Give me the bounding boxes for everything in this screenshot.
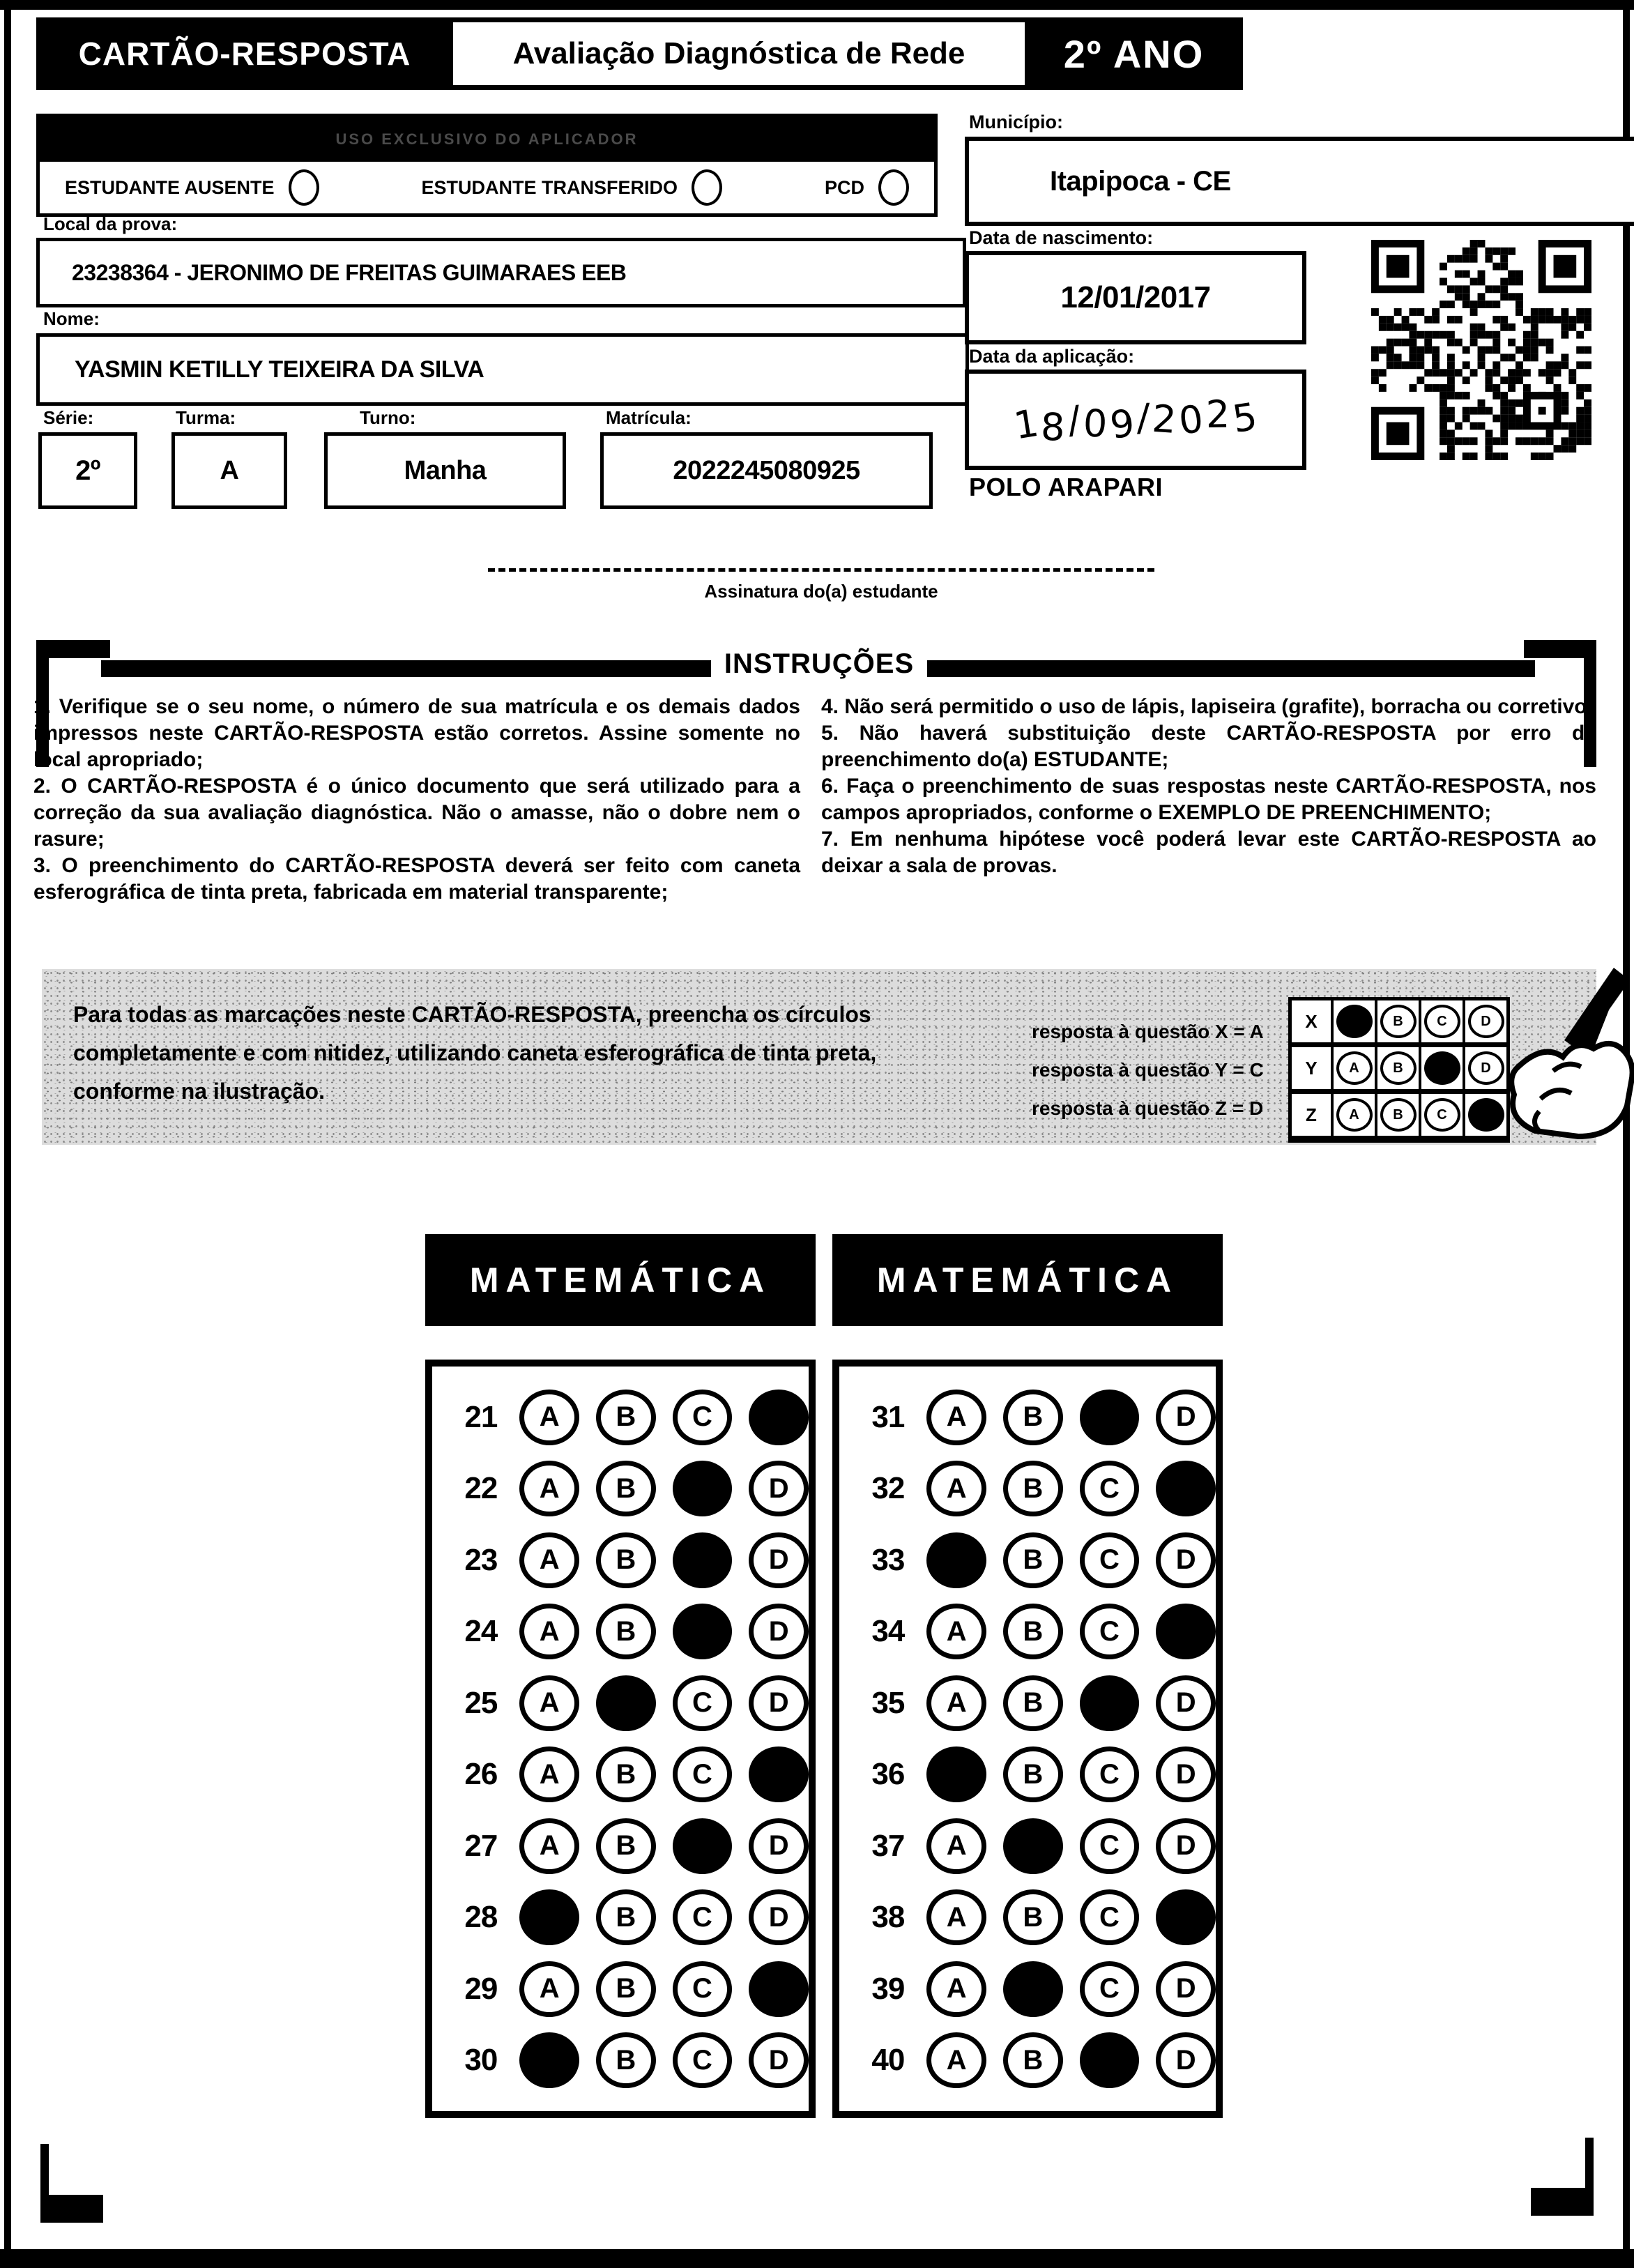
- bubble-letter: B: [1023, 1758, 1044, 1790]
- answer-row: [839, 1532, 1216, 1588]
- bubble-letter: D: [768, 1901, 789, 1933]
- answer-row: [839, 1604, 1216, 1659]
- bubble-30-c[interactable]: [673, 2032, 733, 2088]
- bubble-24-a[interactable]: [519, 1604, 579, 1659]
- question-number: 25: [464, 1685, 498, 1720]
- bubble-letter: B: [616, 1973, 636, 2004]
- municipio-value: Itapipoca - CE: [1050, 165, 1231, 197]
- bubble-26-b[interactable]: [596, 1746, 656, 1802]
- question-number: 34: [871, 1614, 905, 1649]
- question-number: 21: [464, 1399, 498, 1434]
- answer-row: [432, 1818, 809, 1874]
- bubble-letter: D: [1175, 1544, 1196, 1576]
- bubble-letter: B: [1023, 2044, 1044, 2076]
- bubble-letter: C: [692, 1687, 712, 1719]
- bubble-letter: A: [946, 1901, 967, 1933]
- corner-mark-top-right: [1524, 640, 1594, 658]
- example-cell: [1377, 1047, 1421, 1089]
- question-number: 30: [464, 2043, 498, 2078]
- question-number: 24: [464, 1614, 498, 1649]
- bubble-38-c[interactable]: [1080, 1889, 1140, 1945]
- bubble-28-d[interactable]: [749, 1889, 809, 1945]
- bubble-39-a[interactable]: [926, 1961, 986, 2017]
- bubble-35-d[interactable]: [1156, 1675, 1216, 1731]
- answer-row: [839, 1746, 1216, 1802]
- municipio-label: Município:: [969, 112, 1063, 132]
- question-number: 36: [871, 1757, 905, 1792]
- bubble-40-c[interactable]: [1080, 2032, 1140, 2088]
- local-value: 23238364 - JERONIMO DE FREITAS GUIMARAES EEB: [72, 259, 627, 285]
- instructions-title: INSTRUÇÕES: [724, 648, 915, 679]
- example-bubble-c[interactable]: C: [1424, 1005, 1460, 1038]
- bubble-37-a[interactable]: [926, 1818, 986, 1874]
- bubble-29-a[interactable]: [519, 1961, 579, 2017]
- nascimento-label: Data de nascimento:: [969, 227, 1154, 248]
- example-row-label: Z: [1292, 1094, 1334, 1136]
- bubble-letter: D: [768, 1544, 789, 1576]
- question-number: 40: [871, 2043, 905, 2078]
- example-legend-line: resposta à questão Z = D: [1032, 1097, 1264, 1119]
- header: [36, 17, 1243, 90]
- turma-label: Turma:: [176, 407, 236, 428]
- instruction-item: 2. O CARTÃO-RESPOSTA é o único documento que será utilizado para a correção da sua avaliação diagnóstica. Não o amasse, não o dobre nem o rasure;: [33, 775, 800, 851]
- status-item-label: PCD: [824, 176, 864, 198]
- bubble-30-a[interactable]: [519, 2032, 579, 2088]
- instructions-divider-right: [927, 660, 1535, 677]
- bubble-letter: D: [768, 2044, 789, 2076]
- bubble-letter: B: [1023, 1901, 1044, 1933]
- bubble-40-d[interactable]: [1156, 2032, 1216, 2088]
- answer-grid-1: [425, 1360, 816, 2118]
- status-item-label: ESTUDANTE TRANSFERIDO: [421, 176, 678, 198]
- bubble-29-b[interactable]: [596, 1961, 656, 2017]
- aplicacao-box[interactable]: [965, 370, 1306, 470]
- turno-box: [324, 432, 566, 509]
- question-number: 33: [871, 1542, 905, 1577]
- qr-code: [1371, 240, 1591, 460]
- bubble-letter: B: [1023, 1472, 1044, 1504]
- aplicacao-handwritten-value: 1 8 / 0 9 / 2 0 2 5: [1011, 392, 1260, 449]
- question-number: 28: [464, 1900, 498, 1935]
- bubble-letter: B: [1023, 1401, 1044, 1433]
- bubble-21-c[interactable]: [673, 1390, 733, 1445]
- example-bubble-b[interactable]: B: [1380, 1051, 1417, 1085]
- frame-bottom-bar: [0, 2249, 1634, 2268]
- instruction-item: 5. Não haverá substituição deste CARTÃO-RESPOSTA por erro de preenchimento do(a) ESTUDANTE;: [821, 722, 1596, 771]
- example-bubble-a[interactable]: A: [1336, 1098, 1373, 1132]
- bubble-34-a[interactable]: [926, 1604, 986, 1659]
- nascimento-value: 12/01/2017: [1060, 280, 1211, 314]
- bubble-letter: A: [539, 1544, 560, 1576]
- bubble-31-c[interactable]: [1080, 1390, 1140, 1445]
- polo-label: POLO ARAPARI: [969, 473, 1163, 501]
- bubble-37-d[interactable]: [1156, 1818, 1216, 1874]
- bubble-26-a[interactable]: [519, 1746, 579, 1802]
- serie-value: 2º: [75, 455, 100, 486]
- bubble-26-c[interactable]: [673, 1746, 733, 1802]
- bubble-21-d[interactable]: [749, 1390, 809, 1445]
- example-bubble-d[interactable]: D: [1468, 1005, 1504, 1038]
- question-number: 29: [464, 1971, 498, 2006]
- example-bubble-b[interactable]: B: [1380, 1098, 1417, 1132]
- bubble-39-b[interactable]: [1003, 1961, 1063, 2017]
- nome-label: Nome:: [43, 308, 100, 329]
- bubble-letter: D: [768, 1830, 789, 1862]
- bubble-letter: D: [1175, 2044, 1196, 2076]
- bubble-35-c[interactable]: [1080, 1675, 1140, 1731]
- bubble-letter: D: [1175, 1401, 1196, 1433]
- answer-row: [839, 1390, 1216, 1445]
- bubble-27-c[interactable]: [673, 1818, 733, 1874]
- bubble-letter: C: [692, 1901, 712, 1933]
- question-number: 32: [871, 1471, 905, 1506]
- question-number: 23: [464, 1542, 498, 1577]
- bubble-letter: D: [1175, 1973, 1196, 2004]
- bubble-letter: B: [616, 1615, 636, 1647]
- example-band: [42, 969, 1596, 1145]
- page-title: CARTÃO-RESPOSTA: [78, 36, 411, 72]
- bubble-letter: A: [539, 1615, 560, 1647]
- bubble-36-a[interactable]: [926, 1746, 986, 1802]
- answer-row: [432, 1532, 809, 1588]
- nome-box: [36, 333, 969, 406]
- bubble-36-c[interactable]: [1080, 1746, 1140, 1802]
- bubble-32-c[interactable]: [1080, 1461, 1140, 1516]
- bubble-39-c[interactable]: [1080, 1961, 1140, 2017]
- bubble-23-b[interactable]: [596, 1532, 656, 1588]
- status-bubble[interactable]: [692, 169, 722, 206]
- bubble-40-a[interactable]: [926, 2032, 986, 2088]
- aplicacao-label: Data da aplicação:: [969, 346, 1135, 367]
- bubble-letter: A: [539, 1830, 560, 1862]
- turno-value: Manha: [404, 455, 487, 485]
- bubble-letter: A: [539, 1401, 560, 1433]
- example-cell: [1334, 1047, 1377, 1089]
- applicator-box: [36, 114, 938, 217]
- bubble-32-b[interactable]: [1003, 1461, 1063, 1516]
- serie-label: Série:: [43, 407, 94, 428]
- bubble-22-a[interactable]: [519, 1461, 579, 1516]
- corner-mark-bottom-right: [1531, 2188, 1594, 2216]
- bubble-32-a[interactable]: [926, 1461, 986, 1516]
- frame-top-bar: [0, 0, 1634, 10]
- example-row-label: Y: [1292, 1047, 1334, 1089]
- instruction-item: 1. Verifique se o seu nome, o número de sua matrícula e os demais dados impressos neste CARTÃO-RESPOSTA estão corretos. Assine somente no local apropriado;: [33, 695, 800, 771]
- instructions-column-right: [821, 694, 1596, 879]
- bubble-38-a[interactable]: [926, 1889, 986, 1945]
- bubble-30-b[interactable]: [596, 2032, 656, 2088]
- bubble-letter: D: [768, 1615, 789, 1647]
- instruction-item: 4. Não será permitido o uso de lápis, lapiseira (grafite), borracha ou corretivo;: [821, 695, 1594, 718]
- bubble-31-a[interactable]: [926, 1390, 986, 1445]
- bubble-34-b[interactable]: [1003, 1604, 1063, 1659]
- example-cell: [1377, 1000, 1421, 1042]
- bubble-letter: C: [1099, 1472, 1120, 1504]
- status-item: [65, 169, 319, 206]
- bubble-29-c[interactable]: [673, 1961, 733, 2017]
- answer-row: [432, 1746, 809, 1802]
- local-box: [36, 238, 966, 307]
- matricula-box: [600, 432, 933, 509]
- bubble-23-a[interactable]: [519, 1532, 579, 1588]
- answer-row: [432, 1675, 809, 1731]
- example-legend-line: resposta à questão X = A: [1032, 1021, 1264, 1042]
- bubble-31-b[interactable]: [1003, 1390, 1063, 1445]
- matricula-value: 2022245080925: [673, 455, 860, 485]
- nome-value: YASMIN KETILLY TEIXEIRA DA SILVA: [75, 356, 484, 383]
- turno-label: Turno:: [360, 407, 416, 428]
- bubble-letter: C: [1099, 1758, 1120, 1790]
- bubble-40-b[interactable]: [1003, 2032, 1063, 2088]
- bubble-letter: C: [692, 1758, 712, 1790]
- example-bubble-d[interactable]: D: [1468, 1051, 1504, 1085]
- corner-mark-top-left: [40, 640, 110, 658]
- bubble-letter: B: [616, 2044, 636, 2076]
- bubble-letter: C: [1099, 1901, 1120, 1933]
- status-item: [422, 169, 723, 206]
- bubble-letter: A: [946, 1472, 967, 1504]
- bubble-36-b[interactable]: [1003, 1746, 1063, 1802]
- signature-line[interactable]: [488, 568, 1154, 572]
- bubble-25-c[interactable]: [673, 1675, 733, 1731]
- bubble-27-d[interactable]: [749, 1818, 809, 1874]
- bubble-23-c[interactable]: [673, 1532, 733, 1588]
- bubble-letter: A: [946, 1615, 967, 1647]
- bubble-33-b[interactable]: [1003, 1532, 1063, 1588]
- status-bubble[interactable]: [878, 169, 909, 206]
- answer-row: [839, 1961, 1216, 2017]
- question-number: 39: [871, 1971, 905, 2006]
- bubble-21-a[interactable]: [519, 1390, 579, 1445]
- status-bubble[interactable]: [289, 169, 319, 206]
- hand-icon: [1511, 1044, 1632, 1136]
- bubble-letter: D: [768, 1687, 789, 1719]
- bubble-letter: A: [946, 1830, 967, 1862]
- example-bubble-c[interactable]: C: [1424, 1098, 1460, 1132]
- hand-pen-illustration: [1436, 962, 1634, 1150]
- bubble-letter: A: [946, 1687, 967, 1719]
- bubble-34-d[interactable]: [1156, 1604, 1216, 1659]
- bubble-letter: A: [539, 1472, 560, 1504]
- bubble-letter: B: [616, 1472, 636, 1504]
- bubble-letter: C: [1099, 1830, 1120, 1862]
- bubble-letter: C: [692, 1973, 712, 2004]
- example-legend-line: resposta à questão Y = C: [1032, 1059, 1264, 1081]
- bubble-39-d[interactable]: [1156, 1961, 1216, 2017]
- bubble-37-b[interactable]: [1003, 1818, 1063, 1874]
- applicator-bar-label: USO EXCLUSIVO DO APLICADOR: [40, 117, 934, 162]
- bubble-letter: B: [616, 1544, 636, 1576]
- turma-value: A: [220, 455, 239, 485]
- answer-row: [839, 1675, 1216, 1731]
- turma-box: [171, 432, 287, 509]
- bubble-38-d[interactable]: [1156, 1889, 1216, 1945]
- bubble-letter: B: [1023, 1687, 1044, 1719]
- question-number: 37: [871, 1828, 905, 1863]
- bubble-22-c[interactable]: [673, 1461, 733, 1516]
- status-item: [825, 169, 909, 206]
- instruction-item: 6. Faça o preenchimento de suas respostas neste CARTÃO-RESPOSTA, nos campos apropriados, conforme o EXEMPLO DE PREENCHIMENTO;: [821, 775, 1596, 824]
- bubble-letter: D: [768, 1472, 789, 1504]
- answer-row: [839, 2032, 1216, 2088]
- question-number: 31: [871, 1399, 905, 1434]
- grade-badge: 2º ANO: [1063, 31, 1205, 76]
- bubble-33-a[interactable]: [926, 1532, 986, 1588]
- status-row: [40, 162, 934, 213]
- bubble-letter: D: [1175, 1830, 1196, 1862]
- nascimento-box: [965, 251, 1306, 344]
- bubble-25-a[interactable]: [519, 1675, 579, 1731]
- answer-row: [432, 1390, 809, 1445]
- subject-header-1: MATEMÁTICA: [425, 1234, 816, 1326]
- bubble-36-d[interactable]: [1156, 1746, 1216, 1802]
- bubble-letter: B: [616, 1830, 636, 1862]
- bubble-letter: C: [692, 1401, 712, 1433]
- municipio-box: [965, 137, 1634, 226]
- bubble-letter: A: [946, 2044, 967, 2076]
- example-text: Para todas as marcações neste CARTÃO-RESPOSTA, preencha os círculos completamente e com nitidez, utilizando caneta esferográfica de tinta preta, conforme na ilustração.: [73, 1002, 877, 1104]
- bubble-26-d[interactable]: [749, 1746, 809, 1802]
- answer-row: [432, 1461, 809, 1516]
- signature-label: Assinatura do(a) estudante: [704, 581, 938, 602]
- bubble-25-b[interactable]: [596, 1675, 656, 1731]
- local-label: Local da prova:: [43, 213, 178, 234]
- bubble-letter: B: [616, 1901, 636, 1933]
- bubble-27-a[interactable]: [519, 1818, 579, 1874]
- example-legend: [1032, 1012, 1264, 1127]
- bubble-24-c[interactable]: [673, 1604, 733, 1659]
- answer-row: [839, 1818, 1216, 1874]
- subject-header-2: MATEMÁTICA: [832, 1234, 1223, 1326]
- bubble-35-b[interactable]: [1003, 1675, 1063, 1731]
- bubble-28-c[interactable]: [673, 1889, 733, 1945]
- bubble-23-d[interactable]: [749, 1532, 809, 1588]
- question-number: 22: [464, 1471, 498, 1506]
- answer-row: [432, 2032, 809, 2088]
- bubble-33-d[interactable]: [1156, 1532, 1216, 1588]
- bubble-letter: D: [1175, 1758, 1196, 1790]
- bubble-33-c[interactable]: [1080, 1532, 1140, 1588]
- example-cell: [1377, 1094, 1421, 1136]
- matricula-label: Matrícula:: [606, 407, 692, 428]
- bubble-letter: C: [1099, 1973, 1120, 2004]
- bubble-letter: B: [1023, 1615, 1044, 1647]
- question-number: 27: [464, 1828, 498, 1863]
- bubble-letter: B: [1023, 1544, 1044, 1576]
- example-cell: [1334, 1000, 1377, 1042]
- serie-box: [38, 432, 137, 509]
- bubble-25-d[interactable]: [749, 1675, 809, 1731]
- question-number: 35: [871, 1685, 905, 1720]
- status-item-label: ESTUDANTE AUSENTE: [65, 176, 275, 198]
- answer-row: [432, 1889, 809, 1945]
- answer-row: [432, 1961, 809, 2017]
- bubble-34-c[interactable]: [1080, 1604, 1140, 1659]
- bubble-32-d[interactable]: [1156, 1461, 1216, 1516]
- instruction-item: 7. Em nenhuma hipótese você poderá levar este CARTÃO-RESPOSTA ao deixar a sala de provas.: [821, 828, 1596, 877]
- bubble-letter: C: [692, 2044, 712, 2076]
- bubble-letter: B: [616, 1401, 636, 1433]
- question-number: 26: [464, 1757, 498, 1792]
- bubble-21-b[interactable]: [596, 1390, 656, 1445]
- instruction-item: 3. O preenchimento do CARTÃO-RESPOSTA deverá ser feito com caneta esferográfica de tinta preta, fabricada em material transparente;: [33, 854, 800, 904]
- bubble-letter: C: [1099, 1615, 1120, 1647]
- example-bubble-b[interactable]: B: [1380, 1005, 1417, 1038]
- answer-row: [839, 1461, 1216, 1516]
- bubble-letter: A: [539, 1973, 560, 2004]
- bubble-38-b[interactable]: [1003, 1889, 1063, 1945]
- bubble-28-a[interactable]: [519, 1889, 579, 1945]
- bubble-letter: B: [616, 1758, 636, 1790]
- bubble-35-a[interactable]: [926, 1675, 986, 1731]
- example-bubble-a[interactable]: [1336, 1005, 1373, 1038]
- bubble-letter: A: [946, 1401, 967, 1433]
- corner-mark-bottom-left: [40, 2195, 103, 2223]
- instructions-column-left: [33, 694, 800, 906]
- bubble-letter: D: [1175, 1687, 1196, 1719]
- answer-grid-2: [832, 1360, 1223, 2118]
- bubble-31-d[interactable]: [1156, 1390, 1216, 1445]
- bubble-24-d[interactable]: [749, 1604, 809, 1659]
- answer-row: [839, 1889, 1216, 1945]
- example-row-label: X: [1292, 1000, 1334, 1042]
- bubble-24-b[interactable]: [596, 1604, 656, 1659]
- bubble-letter: A: [539, 1687, 560, 1719]
- example-bubble-a[interactable]: A: [1336, 1051, 1373, 1085]
- bubble-28-b[interactable]: [596, 1889, 656, 1945]
- bubble-letter: A: [539, 1758, 560, 1790]
- bubble-22-d[interactable]: [749, 1461, 809, 1516]
- frame-left-bar: [4, 0, 11, 2268]
- answer-row: [432, 1604, 809, 1659]
- bubble-letter: A: [946, 1973, 967, 2004]
- bubble-30-d[interactable]: [749, 2032, 809, 2088]
- bubble-27-b[interactable]: [596, 1818, 656, 1874]
- bubble-22-b[interactable]: [596, 1461, 656, 1516]
- example-cell: [1334, 1094, 1377, 1136]
- exam-title: Avaliação Diagnóstica de Rede: [453, 22, 1025, 85]
- bubble-letter: C: [1099, 1544, 1120, 1576]
- bubble-29-d[interactable]: [749, 1961, 809, 2017]
- question-number: 38: [871, 1900, 905, 1935]
- instructions-divider-left: [101, 660, 711, 677]
- bubble-37-c[interactable]: [1080, 1818, 1140, 1874]
